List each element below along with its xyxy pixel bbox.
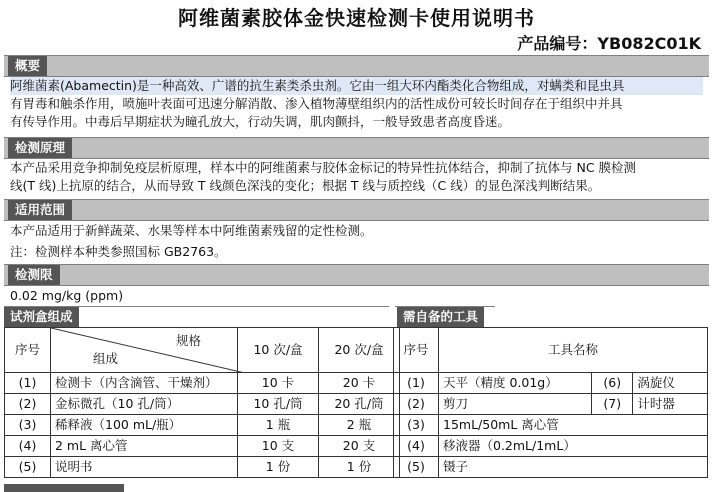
kit-cell-no: (5) bbox=[5, 457, 51, 478]
table-row bbox=[394, 415, 708, 436]
section-bar-principle bbox=[4, 137, 709, 159]
tools-cell-no: (1) bbox=[394, 373, 439, 394]
kit-cell-name: 稀释液（100 mL/瓶） bbox=[51, 415, 238, 436]
section-heading-limit: 检测限 bbox=[8, 265, 60, 285]
tools-cell-no2: (7) bbox=[592, 394, 633, 415]
overview-line: 有胃毒和触杀作用，喷施叶表面可迅速分解消散、渗入植物薄壁组织内的活性成份可较长时间存在于组织中并具 bbox=[10, 96, 623, 111]
tools-cell-no: (3) bbox=[394, 415, 439, 436]
kit-col-10: 10 次/盒 bbox=[238, 328, 319, 373]
kit-cell-q10: 10 孔/筒 bbox=[238, 394, 319, 415]
table-row bbox=[394, 373, 708, 394]
tools-col-name: 工具名称 bbox=[439, 328, 708, 373]
tools-cell-no: (4) bbox=[394, 436, 439, 457]
next-section-bar-edge bbox=[4, 484, 124, 492]
kit-cell-name: 说明书 bbox=[51, 457, 238, 478]
kit-col-20: 20 次/盒 bbox=[319, 328, 400, 373]
overview-paragraph bbox=[10, 77, 703, 131]
kit-cell-q20: 20 孔/筒 bbox=[319, 394, 400, 415]
kit-cell-name: 金标微孔（10 孔/筒） bbox=[51, 394, 238, 415]
overview-line: 有传导作用。中毒后早期症状为瞳孔放大，行动失调，肌肉颤抖，一般导致患者高度昏迷。 bbox=[10, 114, 511, 129]
kit-cell-no: (2) bbox=[5, 394, 51, 415]
table-row bbox=[5, 415, 400, 436]
kit-cell-q20: 1 份 bbox=[319, 457, 400, 478]
kit-table bbox=[4, 327, 400, 478]
kit-col-spec: 规格 bbox=[175, 333, 201, 348]
kit-col-group: 组成 bbox=[93, 351, 119, 366]
diagonal-line bbox=[51, 328, 245, 373]
tools-cell-no: (5) bbox=[394, 457, 439, 478]
overview-line: 阿维菌素(Abamectin)是一种高效、广谱的抗生素类杀虫剂。它由一组大环内酯类化合物组成，对螨类和昆虫具 bbox=[10, 77, 703, 95]
table-header-row bbox=[5, 328, 400, 373]
section-heading-principle: 检测原理 bbox=[8, 138, 72, 158]
tools-cell-name2: 涡旋仪 bbox=[633, 373, 708, 394]
scope-text: 本产品适用于新鲜蔬菜、水果等样本中阿维菌素残留的定性检测。 bbox=[10, 223, 373, 238]
table-header-row bbox=[394, 328, 708, 373]
tools-cell-name: 镊子 bbox=[439, 457, 708, 478]
principle-line: 线(T 线)上抗原的结合，从而导致 T 线颜色深浅的变化；根据 T 线与质控线（C 线）的显色深浅判断结果。 bbox=[10, 178, 601, 193]
kit-cell-q10: 10 卡 bbox=[238, 373, 319, 394]
product-code: 产品编号：YB082C01K bbox=[517, 34, 701, 53]
tools-cell-name: 移液器（0.2mL/1mL） bbox=[439, 436, 708, 457]
tools-cell-no2: (6) bbox=[592, 373, 633, 394]
table-row bbox=[5, 457, 400, 478]
kit-cell-q20: 20 卡 bbox=[319, 373, 400, 394]
table-row bbox=[394, 457, 708, 478]
kit-col-spec-group bbox=[51, 328, 238, 373]
section-bar-limit bbox=[4, 264, 709, 286]
kit-cell-q20: 20 支 bbox=[319, 436, 400, 457]
section-heading-kit: 试剂盒组成 bbox=[4, 307, 79, 327]
principle-line: 本产品采用竞争抑制免疫层析原理，样本中的阿维菌素与胶体金标记的特异性抗体结合，抑制了抗体与 NC 膜检测 bbox=[10, 160, 637, 175]
table-row bbox=[394, 394, 708, 415]
kit-cell-q20: 2 瓶 bbox=[319, 415, 400, 436]
tools-cell-name: 15mL/50mL 离心管 bbox=[439, 415, 708, 436]
tools-cell-no: (2) bbox=[394, 394, 439, 415]
section-bar-scope bbox=[4, 199, 709, 221]
scope-note: 注：检测样本种类参照国标 GB2763。 bbox=[10, 244, 227, 259]
document-title: 阿维菌素胶体金快速检测卡使用说明书 bbox=[178, 6, 535, 30]
tools-col-no: 序号 bbox=[394, 328, 439, 373]
section-heading-tools: 需自备的工具 bbox=[397, 307, 484, 327]
tools-table bbox=[393, 327, 708, 478]
kit-cell-name: 检测卡（内含滴管、干燥剂） bbox=[51, 373, 238, 394]
kit-cell-no: (4) bbox=[5, 436, 51, 457]
kit-cell-name: 2 mL 离心管 bbox=[51, 436, 238, 457]
limit-value: 0.02 mg/kg (ppm) bbox=[10, 288, 124, 303]
table-row bbox=[394, 436, 708, 457]
kit-cell-q10: 1 份 bbox=[238, 457, 319, 478]
section-bar-overview bbox=[4, 55, 709, 77]
tools-cell-name: 剪刀 bbox=[439, 394, 592, 415]
principle-paragraph bbox=[10, 159, 703, 195]
kit-cell-no: (1) bbox=[5, 373, 51, 394]
kit-col-no: 序号 bbox=[5, 328, 51, 373]
section-heading-scope: 适用范围 bbox=[8, 200, 72, 220]
kit-cell-q10: 10 支 bbox=[238, 436, 319, 457]
section-heading-overview: 概要 bbox=[8, 56, 47, 76]
kit-cell-q10: 1 瓶 bbox=[238, 415, 319, 436]
tools-cell-name: 天平（精度 0.01g） bbox=[439, 373, 592, 394]
kit-cell-no: (3) bbox=[5, 415, 51, 436]
table-row bbox=[5, 394, 400, 415]
tools-cell-name2: 计时器 bbox=[633, 394, 708, 415]
table-row bbox=[5, 373, 400, 394]
table-row bbox=[5, 436, 400, 457]
